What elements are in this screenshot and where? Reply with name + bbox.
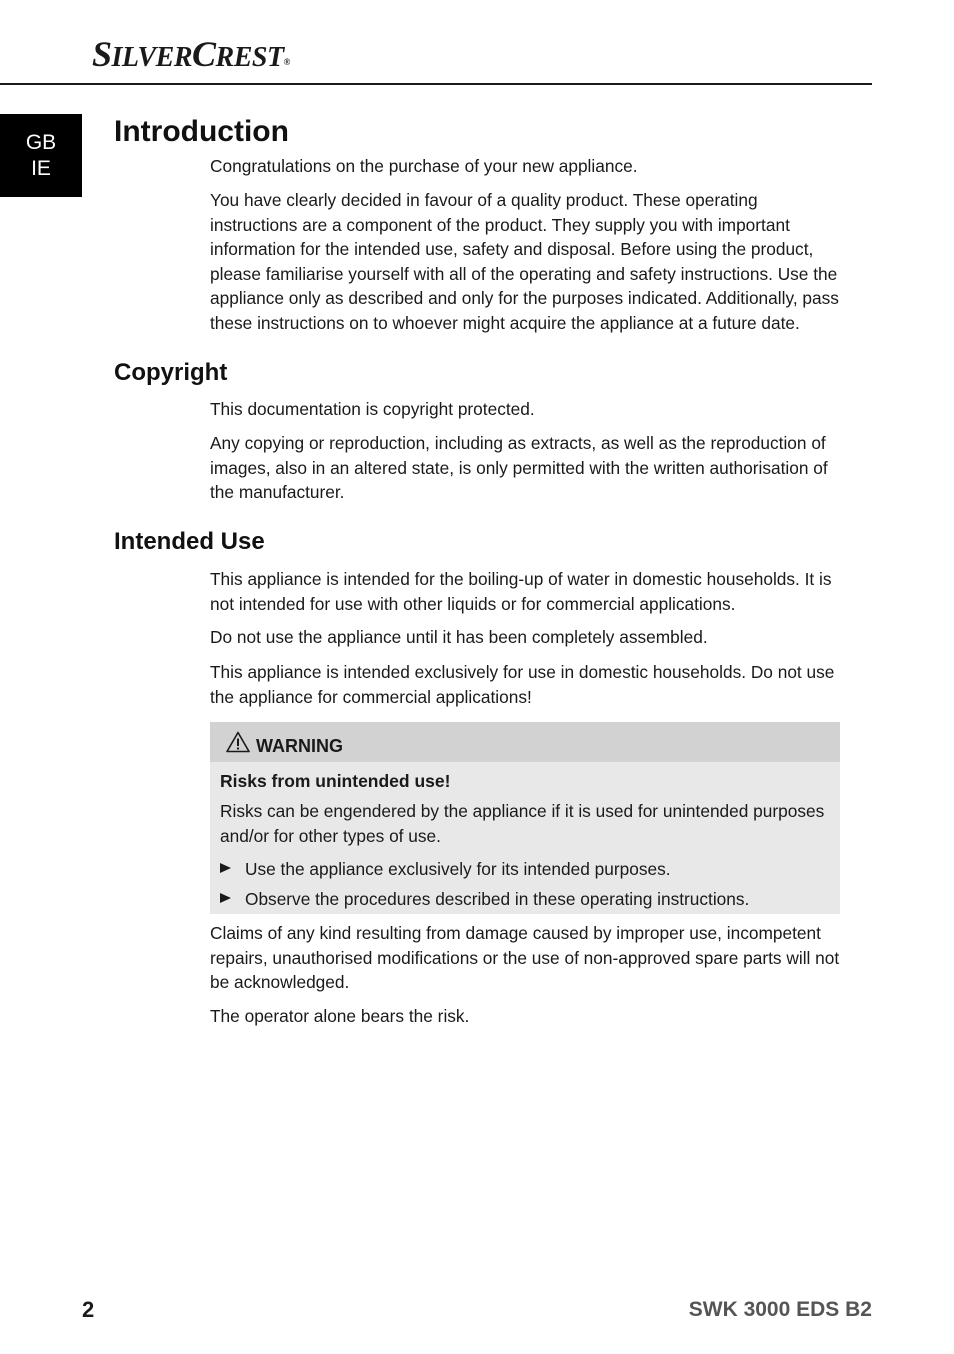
warning-bullet: Use the appliance exclusively for its intended purposes. xyxy=(220,857,671,881)
page-number: 2 xyxy=(82,1297,95,1322)
warning-bullet: Observe the procedures described in these operating instructions. xyxy=(220,887,749,911)
introduction-heading: Introduction xyxy=(114,115,289,148)
intended-use-paragraph-1: This appliance is intended for the boiling-up of water in domestic households. It is not intended for use with other liquids or for commercial applications. xyxy=(210,569,832,614)
brand-logo: SILVERCREST® xyxy=(92,34,290,74)
language-code-ie: IE xyxy=(31,156,51,180)
intended-use-paragraph-4: Claims of any kind resulting from damage caused by improper use, incompetent repairs, unauthorised modifications or the use of non-approved spare parts will not be acknowledged. xyxy=(210,923,840,993)
language-code-gb: GB xyxy=(25,130,57,154)
bullet-arrow-icon xyxy=(220,893,231,903)
bullet-arrow-icon xyxy=(220,863,231,873)
warning-header xyxy=(210,722,840,762)
language-tab xyxy=(0,114,82,197)
introduction-paragraph-1: Congratulations on the purchase of your new appliance. xyxy=(210,156,638,176)
model-number: SWK 3000 EDS B2 xyxy=(688,1298,872,1321)
intended-use-heading: Intended Use xyxy=(114,528,265,555)
copyright-paragraph-1: This documentation is copyright protected. xyxy=(210,399,535,419)
warning-box xyxy=(210,722,840,914)
introduction-paragraph-2: You have clearly decided in favour of a quality product. These operating instructions are a component of the product. They supply you with important information for the intended use, safety and disposal. Before using the product, please familiarise yourself with all of the operating and safety instructions. Use the appliance only as described and only for the purposes indicated. Additionally, pass these instructions on to whoever might acquire the appliance at a future date. xyxy=(210,190,839,333)
warning-label: WARNING xyxy=(256,736,343,756)
intended-use-paragraph-3: This appliance is intended exclusively for use in domestic households. Do not use the appliance for commercial applications! xyxy=(210,662,835,707)
copyright-paragraph-2: Any copying or reproduction, including as extracts, as well as the reproduction of images, also in an altered state, is only permitted with the written authorisation of the manufacturer. xyxy=(210,433,828,503)
warning-triangle-icon xyxy=(226,731,250,753)
copyright-heading: Copyright xyxy=(114,359,228,386)
intended-use-paragraph-2: Do not use the appliance until it has been completely assembled. xyxy=(210,627,708,647)
warning-text: Risks can be engendered by the appliance if it is used for unintended purposes and/or for other types of use. xyxy=(220,801,825,846)
intended-use-paragraph-5: The operator alone bears the risk. xyxy=(210,1006,470,1026)
warning-subtitle: Risks from unintended use! xyxy=(220,771,451,791)
header-divider xyxy=(0,83,872,85)
